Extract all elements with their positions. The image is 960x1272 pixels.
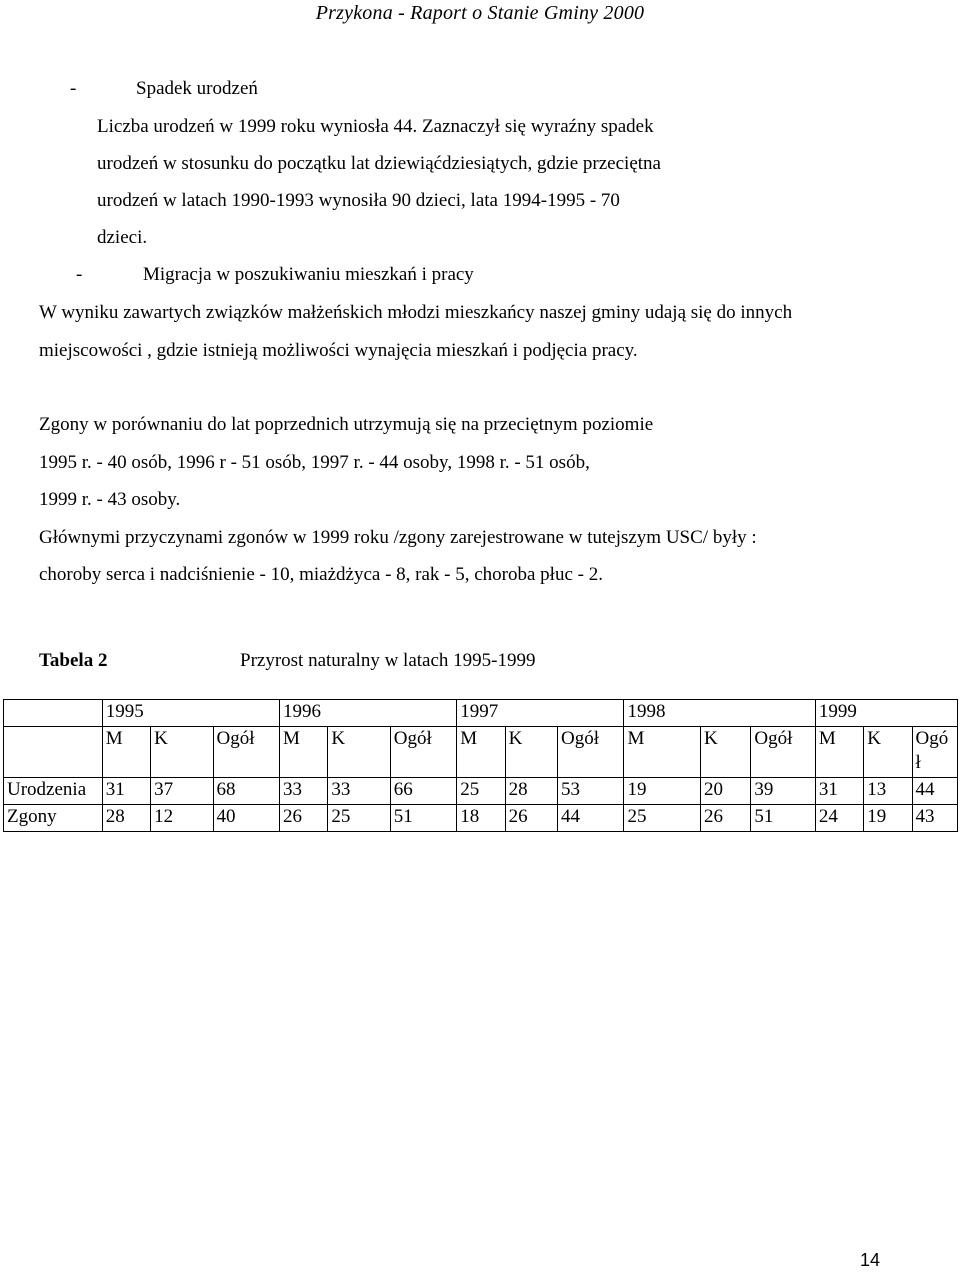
table-subheader: Ogó ł [912, 727, 957, 778]
table-cell: 51 [751, 805, 815, 832]
bullet-dash: - [70, 78, 77, 99]
table-cell: 53 [558, 778, 624, 805]
table-year-row [4, 700, 958, 727]
table-subheader: Ogół [558, 727, 624, 778]
table-cell: 66 [390, 778, 456, 805]
paragraph-line: 1999 r. - 43 osoby. [39, 489, 181, 510]
table-cell: 37 [151, 778, 213, 805]
table-cell: 33 [328, 778, 390, 805]
section-heading-migration: Migracja w poszukiwaniu mieszkań i pracy [143, 264, 474, 285]
table-cell: 13 [864, 778, 912, 805]
table-cell: 28 [505, 778, 557, 805]
table-cell: 24 [815, 805, 863, 832]
table-subheader: K [701, 727, 751, 778]
table-cell: 12 [151, 805, 213, 832]
table-subheader: M [457, 727, 505, 778]
table-cell: 25 [328, 805, 390, 832]
table-cell: 31 [102, 778, 150, 805]
natural-growth-table [3, 699, 958, 832]
paragraph-line: 1995 r. - 40 osób, 1996 r - 51 osób, 1997 r. - 44 osoby, 1998 r. - 51 osób, [39, 452, 590, 473]
paragraph-line: Głównymi przyczynami zgonów w 1999 roku /zgony zarejestrowane w tutejszym USC/ były : [39, 527, 757, 548]
table-subheader: M [815, 727, 863, 778]
table-cell: 28 [102, 805, 150, 832]
table-subheader: Ogół [213, 727, 279, 778]
table-row [4, 778, 958, 805]
table-caption: Przyrost naturalny w latach 1995-1999 [240, 650, 536, 671]
table-cell: 25 [624, 805, 701, 832]
table-subheader: K [505, 727, 557, 778]
table-subheader: K [151, 727, 213, 778]
table-subheader: Ogół [751, 727, 815, 778]
table-year-header: 1995 [102, 700, 279, 727]
table-cell: 19 [864, 805, 912, 832]
table-cell: 40 [213, 805, 279, 832]
table-subheader: K [328, 727, 390, 778]
table-subheader-row [4, 727, 958, 778]
paragraph-line: Liczba urodzeń w 1999 roku wyniosła 44. Zaznaczył się wyraźny spadek [97, 116, 654, 137]
table-cell: 18 [457, 805, 505, 832]
bullet-dash: - [76, 264, 83, 285]
paragraph-line: Zgony w porównaniu do lat poprzednich utrzymują się na przeciętnym poziomie [39, 414, 654, 435]
table-cell: 26 [701, 805, 751, 832]
table-cell: 31 [815, 778, 863, 805]
table-cell: 43 [912, 805, 957, 832]
table-cell: 19 [624, 778, 701, 805]
table-row-label: Urodzenia [4, 778, 103, 805]
paragraph-line: miejscowości , gdzie istnieją możliwości wynajęcia mieszkań i podjęcia pracy. [39, 340, 638, 361]
table-subheader: Ogół [390, 727, 456, 778]
table-label: Tabela 2 [39, 650, 108, 671]
table-cell: 51 [390, 805, 456, 832]
table-cell: 33 [280, 778, 328, 805]
section-heading-births: Spadek urodzeń [136, 78, 258, 99]
table-cell: 26 [280, 805, 328, 832]
table-cell: 26 [505, 805, 557, 832]
table-cell: 39 [751, 778, 815, 805]
paragraph-line: urodzeń w latach 1990-1993 wynosiła 90 dzieci, lata 1994-1995 - 70 [97, 190, 620, 211]
table-year-header: 1999 [815, 700, 957, 727]
table-cell: 25 [457, 778, 505, 805]
table-subheader: K [864, 727, 912, 778]
table-row [4, 805, 958, 832]
table-cell: 68 [213, 778, 279, 805]
table-year-header: 1997 [457, 700, 624, 727]
table-cell: 44 [912, 778, 957, 805]
table-cell: 44 [558, 805, 624, 832]
paragraph-line: choroby serca i nadciśnienie - 10, miażdżyca - 8, rak - 5, choroba płuc - 2. [39, 564, 603, 585]
table-cell: 20 [701, 778, 751, 805]
paragraph-line: urodzeń w stosunku do początku lat dziewiąćdziesiątych, gdzie przeciętna [97, 153, 661, 174]
page-number: 14 [859, 1250, 880, 1270]
table-row-label: Zgony [4, 805, 103, 832]
paragraph-line: W wyniku zawartych związków małżeńskich młodzi mieszkańcy naszej gminy udają się do innych [39, 302, 793, 323]
table-cell-empty [4, 727, 103, 778]
table-year-header: 1996 [280, 700, 457, 727]
paragraph-line: dzieci. [97, 227, 148, 248]
table-cell-empty [4, 700, 103, 727]
table-subheader: M [102, 727, 150, 778]
page-header: Przykona - Raport o Stanie Gminy 2000 [315, 2, 645, 24]
table-subheader: M [624, 727, 701, 778]
table-year-header: 1998 [624, 700, 815, 727]
table-subheader: M [280, 727, 328, 778]
